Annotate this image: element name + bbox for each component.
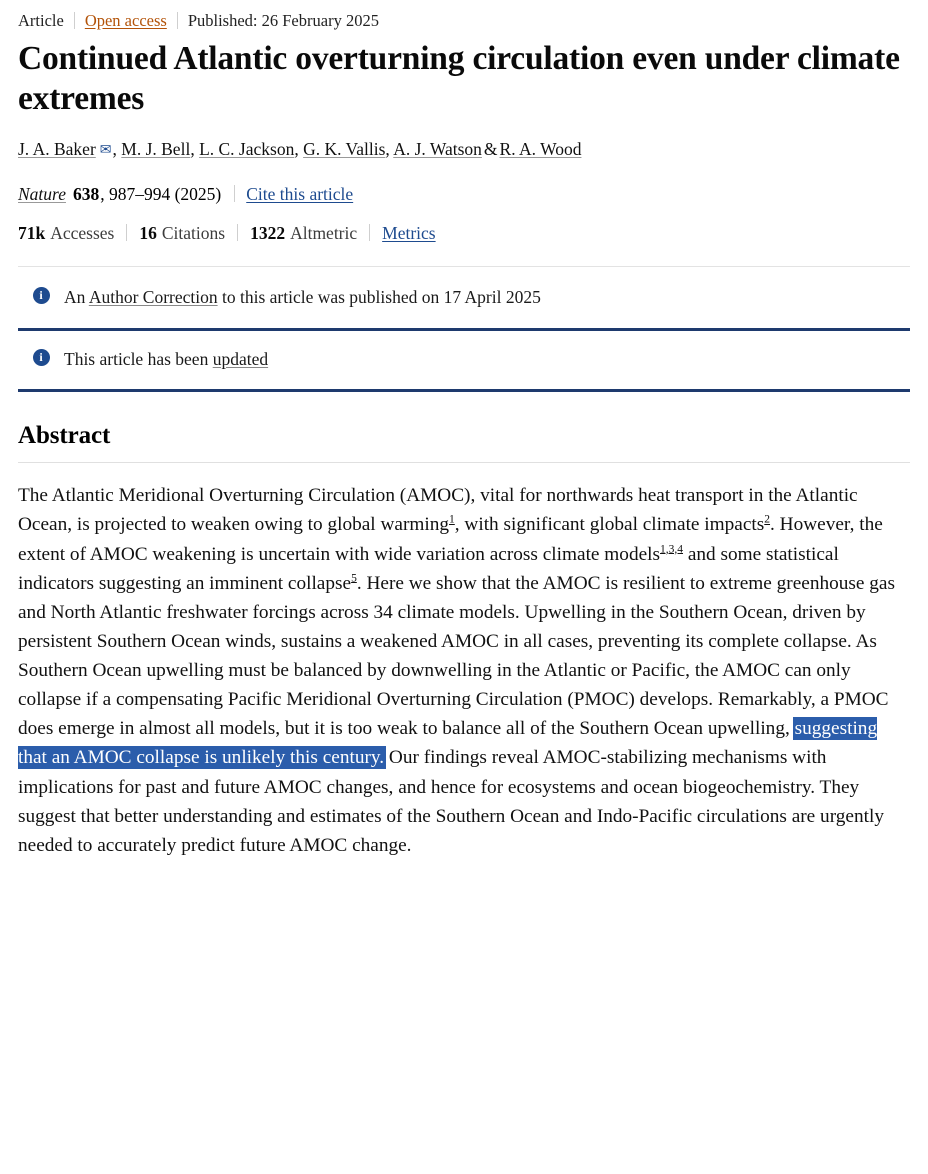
journal-pages: , 987–994 (2025): [100, 183, 222, 204]
page-title: Continued Atlantic overturning circulation even under climate extremes: [18, 40, 900, 118]
metrics-bar: [18, 222, 910, 244]
author-sep-3: ,: [294, 139, 304, 160]
notice-prefix-2: This article has been: [64, 348, 213, 369]
author-sep-2: ,: [190, 139, 200, 160]
envelope-icon[interactable]: ✉: [99, 143, 112, 159]
notice-icon-wrap-2: [18, 347, 64, 366]
author-link-4[interactable]: G. K. Vallis: [303, 139, 386, 160]
author-link-2[interactable]: M. J. Bell: [121, 139, 191, 160]
abstract-rule: [18, 462, 910, 463]
text-selection-highlight: suggesting that an AMOC collapse is unlikely this century.: [18, 718, 878, 769]
notice-list: [18, 266, 910, 392]
author-sep-4: ,: [385, 139, 394, 160]
open-access-link[interactable]: Open access: [84, 11, 167, 30]
reference-link-1[interactable]: 1: [449, 513, 455, 526]
breadcrumb: [18, 10, 910, 31]
notice-author-correction: [18, 266, 910, 331]
citations-label: Citations: [161, 223, 226, 244]
altmetric-label: Altmetric: [290, 223, 358, 244]
abstract-heading: Abstract: [18, 422, 111, 450]
breadcrumb-divider-2: [177, 12, 178, 29]
breadcrumb-divider: [74, 12, 75, 29]
abstract-seg-4: and some statistical indicators suggesting an imminent collapse: [18, 543, 839, 594]
info-icon: i: [33, 349, 50, 366]
reference-marker-3: [660, 543, 683, 555]
metrics-divider-1: [126, 224, 127, 241]
metrics-divider-2: [237, 224, 238, 241]
abstract-seg-3: . However, the extent of AMOC weakening is uncertain with wide variation across climate models: [18, 514, 883, 565]
notice-suffix-1: to this article was published on 17 April 2025: [217, 287, 541, 308]
author-list: [18, 137, 910, 162]
journal-divider: [234, 185, 235, 202]
article-type-label: Article: [18, 11, 64, 30]
author-link-6[interactable]: R. A. Wood: [499, 139, 582, 160]
updated-link[interactable]: updated: [212, 348, 269, 369]
notice-icon-wrap-1: [18, 285, 64, 304]
journal-volume: 638: [72, 183, 100, 204]
abstract-seg-2: , with significant global climate impacts: [454, 514, 765, 536]
reference-link-4[interactable]: 5: [351, 572, 357, 585]
notice-prefix-1: An: [64, 287, 89, 308]
reference-link-2[interactable]: 2: [764, 513, 771, 526]
reference-link-3[interactable]: 1,3,4: [660, 543, 684, 556]
author-sep-1: ,: [112, 139, 122, 160]
cite-this-article-link[interactable]: Cite this article: [246, 183, 354, 204]
citations-count: 16: [139, 223, 157, 244]
altmetric-count: 1322: [250, 223, 286, 244]
abstract-seg-6: Our findings reveal AMOC-stabilizing mechanisms with implications for past and future AMOC changes, and hence for ecosystems and ocean biogeochemistry. They suggest that better understanding and estimates of the Southern Ocean and Indo-Pacific circulations are urgently needed to accurately predict future AMOC change.: [18, 747, 884, 856]
info-icon: i: [33, 287, 50, 304]
metrics-link[interactable]: Metrics: [382, 223, 436, 244]
author-link-5[interactable]: A. J. Watson: [393, 139, 482, 160]
author-ampersand: &: [483, 139, 498, 160]
journal-name-link[interactable]: Nature: [18, 183, 66, 204]
abstract-seg-5: . Here we show that the AMOC is resilient to extreme greenhouse gas and North Atlantic freshwater forcings across 34 climate models. Upwelling in the Southern Ocean, driven by persistent Southern Ocean winds, sustains a weakened AMOC in all cases, preventing its complete collapse. As Southern Ocean upwelling must be balanced by downwelling in the Atlantic or Pacific, the AMOC can only collapse if a compensating Pacific Meridional Overturning Circulation (PMOC) develops. Remarkably, a PMOC does emerge in almost all models, but it is too weak to balance all of the Southern Ocean upwelling,: [18, 572, 895, 740]
notice-text-1: [64, 285, 541, 310]
abstract-seg-1: The Atlantic Meridional Overturning Circulation (AMOC), vital for northwards heat transport in the Atlantic Ocean, is projected to weaken owing to global warming: [18, 485, 858, 536]
accesses-label: Accesses: [50, 223, 115, 244]
abstract-body: [18, 481, 910, 860]
notice-text-2: [64, 347, 268, 372]
metrics-divider-3: [369, 224, 370, 241]
accesses-count: 71k: [18, 223, 46, 244]
notice-updated: [18, 331, 910, 393]
author-correction-link[interactable]: Author Correction: [88, 287, 218, 308]
author-link-1[interactable]: J. A. Baker: [18, 139, 96, 160]
journal-citation: [18, 182, 910, 207]
published-date: Published: 26 February 2025: [187, 11, 379, 30]
author-link-3[interactable]: L. C. Jackson: [199, 139, 295, 160]
